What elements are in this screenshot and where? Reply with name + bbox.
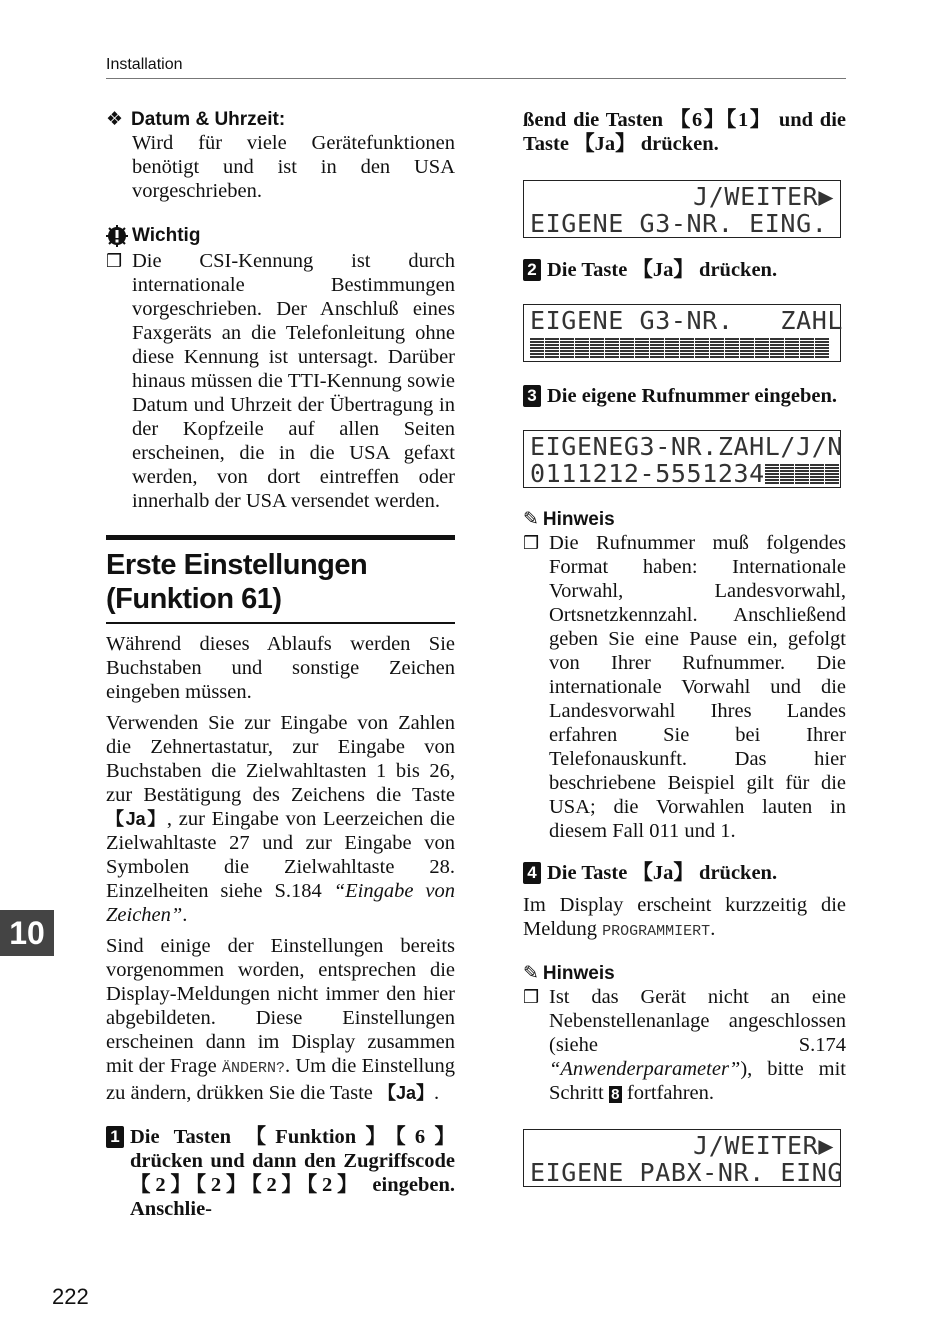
hinweis-heading-2: ✎ Hinweis xyxy=(523,962,615,984)
section-title: Erste Einstellungen (Funktion 61) xyxy=(106,549,368,615)
diamond-bullet-icon: ❖ xyxy=(106,109,124,130)
checkbox-bullet-icon: ❒ xyxy=(523,987,540,1007)
checkbox-bullet-icon: ❒ xyxy=(523,533,540,553)
step-1 xyxy=(106,1125,455,1221)
running-header xyxy=(106,56,846,79)
lcd-display-3: EIGENEG3-NR.ZAHL/J/N 0111212-5551234 xyxy=(523,430,841,488)
left-column xyxy=(106,108,455,1221)
step-4-description: Im Display erscheint kurzzeitig die Meldung PROGRAMMIERT. xyxy=(523,894,846,940)
step-number: 3 xyxy=(523,385,541,407)
right-column xyxy=(523,108,846,1187)
hinweis-item-1: ❒ Die Rufnummer muß folgendes Format haben: Internationale Vorwahl, Landesvorwahl, Ortsnetzkennzahl. Anschließend geben Sie eine Pause ein, gefolgt von Ihrer Rufnummer. Die internationale Vorwahl und die Landesvorwahl Ihres Landes erfahren Sie bei Ihrer Telefonauskunft. Das hier beschriebene Beispiel gilt für die USA; die Vorwahlen lauten in diesem Fall 011 und 1. xyxy=(523,532,846,842)
wichtig-heading: Wichtig xyxy=(106,225,455,247)
hinweis-item-2: ❒ Ist das Gerät nicht an eine Nebenstellenanlage angeschlossen (siehe S.174 “Anwenderparameter”), bitte mit Schritt 8 fortfahren. xyxy=(523,986,846,1104)
important-icon xyxy=(106,225,128,247)
para-existing-settings: Sind einige der Einstellungen bereits vorgenommen worden, entsprechen die Display-Meldungen nicht immer den hier abgebildeten. Diese Einstellungen erscheinen dann im Display zusammen mit der Frage ÄNDERN?. Um die Einstellung zu ändern, drükken Sie die Taste 【Ja】. xyxy=(106,935,455,1104)
datum-text: Wird für viele Gerätefunktionen benötigt und ist in den USA vorgeschrieben. xyxy=(132,132,455,202)
pencil-icon: ✎ xyxy=(523,509,539,530)
page-number: 222 xyxy=(52,1284,89,1309)
wichtig-item: ❒ Die CSI-Kennung ist durch internationale Bestimmungen vorgeschrieben. Der Anschluß eines Faxgeräts an die Telefonleitung ohne diese Kennung ist untersagt. Darüber hinaus müssen die TTI-Kennung sowie Datum und Uhrzeit der Übertragung in der Kopfzeile auf allen Seiten erscheinen, die in die USA gefaxt werden, von dort eintreffen oder innerhalb der USA versendet werden. xyxy=(106,250,455,512)
lcd-display-2: EIGENE G3-NR. ZAHL xyxy=(523,304,841,362)
step-number: 2 xyxy=(523,259,541,281)
step-1-continued: ßend die Tasten 【6】【1】 und die Taste 【Ja】 drücken. xyxy=(523,109,846,155)
section-heading xyxy=(106,535,455,624)
hinweis-heading-1: ✎ Hinweis xyxy=(523,508,615,530)
step-2: 2 Die Taste 【Ja】 drücken. xyxy=(523,258,846,282)
para-intro: Während dieses Ablaufs werden Sie Buchstaben und sonstige Zeichen eingeben müssen. xyxy=(106,633,455,703)
checkbox-bullet-icon: ❒ xyxy=(106,251,123,271)
para-input-instructions: Verwenden Sie zur Eingabe von Zahlen die Zehnertastatur, zur Eingabe von Buchstaben die Zielwahltasten 1 bis 26, zur Bestätigung des Zeichens die Taste 【Ja】, zur Eingabe von Leerzeichen die Zielwahltaste 27 und zur Eingabe von Symbolen die Zielwahltaste 28. Einzelheiten siehe S.184 “Eingabe von Zeichen”. xyxy=(106,712,455,926)
step-number: 4 xyxy=(523,862,541,884)
chapter-tab: 10 xyxy=(0,910,54,956)
step-ref-badge: 8 xyxy=(609,1086,622,1103)
step-number: 1 xyxy=(106,1126,124,1148)
pencil-icon: ✎ xyxy=(523,963,539,984)
header-title: Installation xyxy=(106,56,183,73)
datum-heading: ❖ Datum & Uhrzeit: xyxy=(106,108,286,130)
reference-link: “Anwenderparameter” xyxy=(549,1058,741,1080)
step-text: Die Tasten 【Funktion】【6】 drücken und dann den Zugriffscode 【2】【2】【2】【2】 eingeben. Anschlie- xyxy=(130,1126,455,1220)
lcd-display-4: J/WEITER▶ EIGENE PABX-NR. EING xyxy=(523,1129,841,1187)
step-4: 4 Die Taste 【Ja】 drücken. xyxy=(523,861,846,885)
step-3: 3 Die eigene Rufnummer eingeben. xyxy=(523,384,846,408)
input-blocks xyxy=(530,334,834,361)
reference-link: “Eingabe von Zeichen” xyxy=(106,880,455,926)
lcd-display-1: J/WEITER▶ EIGENE G3-NR. EING. xyxy=(523,180,841,238)
